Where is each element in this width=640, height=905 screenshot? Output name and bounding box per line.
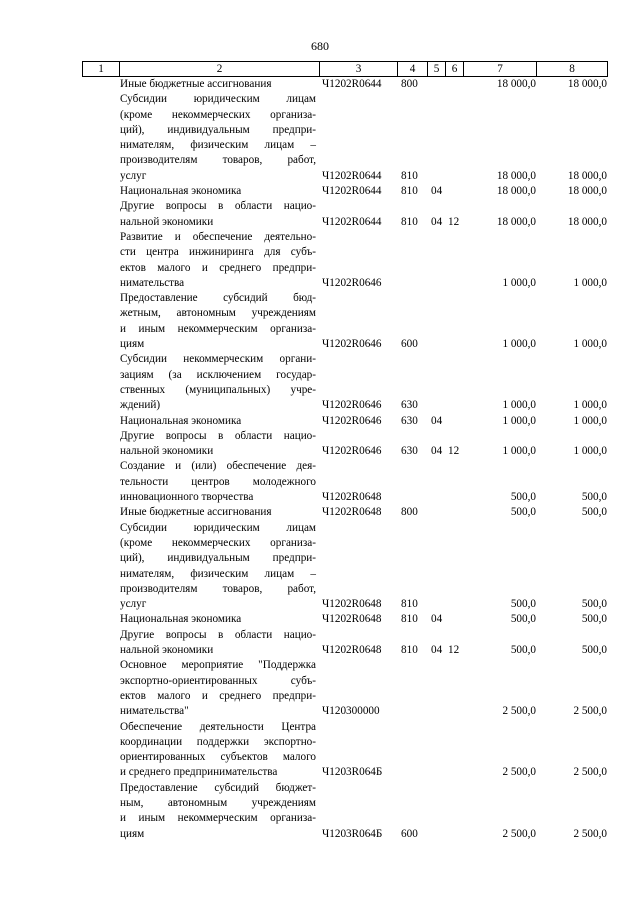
expense-type: 600 <box>401 827 418 840</box>
description-line: нальной экономики <box>120 445 214 458</box>
row-description <box>120 459 316 505</box>
description-line: услуг <box>120 598 147 611</box>
amount-col-8: 18 000,0 <box>567 185 607 198</box>
expense-type: 810 <box>401 215 418 228</box>
description-line: координации поддержки экспортно- <box>120 735 316 748</box>
target-code: Ч1203R064Б <box>322 766 383 779</box>
description-line: нимательства" <box>120 705 189 718</box>
amount-col-8: 18 000,0 <box>567 215 607 228</box>
expense-type: 630 <box>401 445 418 458</box>
header-col-8: 8 <box>536 62 608 76</box>
expense-type: 810 <box>401 185 418 198</box>
amount-col-8: 500,0 <box>581 613 607 626</box>
table-row <box>0 720 640 781</box>
section-code: 04 <box>431 644 443 657</box>
table-row <box>0 230 640 291</box>
header-col-1: 1 <box>82 62 119 76</box>
description-line: Национальная экономика <box>120 613 242 626</box>
description-line: циям <box>120 827 145 840</box>
description-line: циям <box>120 338 145 351</box>
row-description <box>120 77 316 92</box>
expense-type: 810 <box>401 169 418 182</box>
description-line: Иные бюджетные ассигнования <box>120 506 272 519</box>
description-line: Другие вопросы в области нацио- <box>120 429 316 442</box>
expense-type: 810 <box>401 598 418 611</box>
amount-col-8: 1 000,0 <box>573 445 607 458</box>
description-line: Национальная экономика <box>120 414 242 427</box>
expense-type: 600 <box>401 338 418 351</box>
table-row <box>0 658 640 719</box>
amount-col-7: 1 000,0 <box>502 276 536 289</box>
amount-col-7: 500,0 <box>510 644 536 657</box>
description-line: Предоставление субсидий бюджет- <box>120 781 316 794</box>
row-description <box>120 521 316 613</box>
header-col-7: 7 <box>463 62 536 76</box>
row-description <box>120 628 316 659</box>
amount-col-7: 18 000,0 <box>496 215 536 228</box>
target-code: Ч1202R0648 <box>322 598 382 611</box>
amount-col-7: 500,0 <box>510 491 536 504</box>
table-row <box>0 184 640 199</box>
table-row <box>0 414 640 429</box>
description-line: Другие вопросы в области нацио- <box>120 628 316 641</box>
amount-col-7: 500,0 <box>510 506 536 519</box>
section-code: 04 <box>431 414 443 427</box>
amount-col-7: 2 500,0 <box>502 827 536 840</box>
amount-col-7: 1 000,0 <box>502 414 536 427</box>
expense-type: 630 <box>401 399 418 412</box>
amount-col-7: 2 500,0 <box>502 705 536 718</box>
row-description <box>120 92 316 184</box>
header-col-5: 5 <box>427 62 445 76</box>
amount-col-7: 18 000,0 <box>496 185 536 198</box>
amount-col-7: 500,0 <box>510 613 536 626</box>
table-row <box>0 92 640 184</box>
amount-col-8: 500,0 <box>581 644 607 657</box>
section-code: 04 <box>431 613 443 626</box>
description-line: и иным некоммерческим организа- <box>120 322 316 335</box>
section-code: 04 <box>431 185 443 198</box>
expense-type: 810 <box>401 644 418 657</box>
description-line: (кроме некоммерческих организа- <box>120 536 316 549</box>
subsection-code: 12 <box>448 445 460 458</box>
description-line: (кроме некоммерческих организа- <box>120 108 316 121</box>
row-description <box>120 429 316 460</box>
table-row <box>0 628 640 659</box>
section-code: 04 <box>431 445 443 458</box>
description-line: ектов малого и среднего предпри- <box>120 261 316 274</box>
amount-col-8: 2 500,0 <box>573 827 607 840</box>
amount-col-8: 1 000,0 <box>573 399 607 412</box>
description-line: услуг <box>120 169 147 182</box>
description-line: производителям товаров, работ, <box>120 582 316 595</box>
table-row <box>0 429 640 460</box>
description-line: сти центра инжиниринга для субъ- <box>120 246 316 259</box>
description-line: и среднего предпринимательства <box>120 766 278 779</box>
target-code: Ч1202R0648 <box>322 506 382 519</box>
amount-col-8: 500,0 <box>581 506 607 519</box>
page-number: 680 <box>311 39 329 53</box>
description-line: Создание и (или) обеспечение дея- <box>120 460 316 473</box>
description-line: Обеспечение деятельности Центра <box>120 720 316 733</box>
target-code: Ч1203R064Б <box>322 827 383 840</box>
row-description <box>120 291 316 352</box>
amount-col-7: 18 000,0 <box>496 169 536 182</box>
amount-col-7: 18 000,0 <box>496 78 536 90</box>
amount-col-8: 2 500,0 <box>573 766 607 779</box>
target-code: Ч1202R0648 <box>322 644 382 657</box>
description-line: нальной экономики <box>120 644 214 657</box>
description-line: Иные бюджетные ассигнования <box>120 78 272 90</box>
row-description <box>120 658 316 719</box>
description-line: ждений) <box>120 399 161 412</box>
amount-col-8: 500,0 <box>581 491 607 504</box>
amount-col-8: 1 000,0 <box>573 276 607 289</box>
amount-col-8: 1 000,0 <box>573 414 607 427</box>
table-row <box>0 505 640 520</box>
target-code: Ч1202R0644 <box>322 215 382 228</box>
target-code: Ч1202R0644 <box>322 185 382 198</box>
description-line: ным, автономным учреждениям <box>120 796 316 809</box>
description-line: Развитие и обеспечение деятельно- <box>120 230 316 243</box>
amount-col-8: 1 000,0 <box>573 338 607 351</box>
table-row <box>0 612 640 627</box>
amount-col-8: 2 500,0 <box>573 705 607 718</box>
description-line: ственных (муниципальных) учре- <box>120 383 316 396</box>
description-line: экспортно-ориентированных субъ- <box>120 674 316 687</box>
budget-table-body <box>0 77 640 842</box>
description-line: тельности центров молодежного <box>120 475 316 488</box>
table-row <box>0 521 640 613</box>
expense-type: 810 <box>401 613 418 626</box>
description-line: нимателям, физическим лицам – <box>120 139 316 152</box>
row-description <box>120 505 316 520</box>
header-col-4: 4 <box>397 62 427 76</box>
description-line: Основное мероприятие "Поддержка <box>120 659 316 672</box>
description-line: нимательства <box>120 276 185 289</box>
header-col-3: 3 <box>319 62 397 76</box>
description-line: и иным некоммерческим организа- <box>120 812 316 825</box>
row-description <box>120 184 316 199</box>
amount-col-8: 18 000,0 <box>567 78 607 90</box>
row-description <box>120 781 316 842</box>
table-row <box>0 352 640 413</box>
subsection-code: 12 <box>448 644 460 657</box>
description-line: Предоставление субсидий бюд- <box>120 292 316 305</box>
amount-col-8: 500,0 <box>581 598 607 611</box>
section-code: 04 <box>431 215 443 228</box>
description-line: Субсидии юридическим лицам <box>120 93 316 106</box>
target-code: Ч1202R0646 <box>322 338 382 351</box>
row-description <box>120 612 316 627</box>
description-line: нальной экономики <box>120 215 214 228</box>
row-description <box>120 352 316 413</box>
amount-col-7: 2 500,0 <box>502 766 536 779</box>
target-code: Ч120300000 <box>322 705 380 718</box>
description-line: ектов малого и среднего предпри- <box>120 689 316 702</box>
amount-col-7: 1 000,0 <box>502 338 536 351</box>
description-line: Субсидии некоммерческим органи- <box>120 353 316 366</box>
target-code: Ч1202R0648 <box>322 613 382 626</box>
amount-col-7: 1 000,0 <box>502 399 536 412</box>
description-line: инновационного творчества <box>120 491 254 504</box>
table-row <box>0 459 640 505</box>
subsection-code: 12 <box>448 215 460 228</box>
description-line: ориентированных субъектов малого <box>120 751 316 764</box>
description-line: ций), индивидуальным предпри- <box>120 123 316 136</box>
header-col-2: 2 <box>119 62 319 76</box>
description-line: зациям (за исключением государ- <box>120 368 316 381</box>
description-line: нимателям, физическим лицам – <box>120 567 316 580</box>
description-line: Субсидии юридическим лицам <box>120 521 316 534</box>
header-col-6: 6 <box>445 62 463 76</box>
row-description <box>120 199 316 230</box>
row-description <box>120 720 316 781</box>
amount-col-7: 1 000,0 <box>502 445 536 458</box>
description-line: жетным, автономным учреждениям <box>120 307 316 320</box>
row-description <box>120 414 316 429</box>
table-row <box>0 291 640 352</box>
amount-col-8: 18 000,0 <box>567 169 607 182</box>
target-code: Ч1202R0648 <box>322 491 382 504</box>
table-row <box>0 199 640 230</box>
description-line: ций), индивидуальным предпри- <box>120 552 316 565</box>
expense-type: 630 <box>401 414 418 427</box>
target-code: Ч1202R0646 <box>322 399 382 412</box>
table-header <box>82 61 608 77</box>
target-code: Ч1202R0644 <box>322 169 382 182</box>
description-line: Национальная экономика <box>120 185 242 198</box>
row-description <box>120 230 316 291</box>
amount-col-7: 500,0 <box>510 598 536 611</box>
target-code: Ч1202R0646 <box>322 276 382 289</box>
expense-type: 800 <box>401 78 418 90</box>
expense-type: 800 <box>401 506 418 519</box>
table-row <box>0 781 640 842</box>
target-code: Ч1202R0644 <box>322 78 382 90</box>
table-row <box>0 77 640 92</box>
target-code: Ч1202R0646 <box>322 414 382 427</box>
target-code: Ч1202R0646 <box>322 445 382 458</box>
description-line: Другие вопросы в области нацио- <box>120 200 316 213</box>
description-line: производителям товаров, работ, <box>120 154 316 167</box>
